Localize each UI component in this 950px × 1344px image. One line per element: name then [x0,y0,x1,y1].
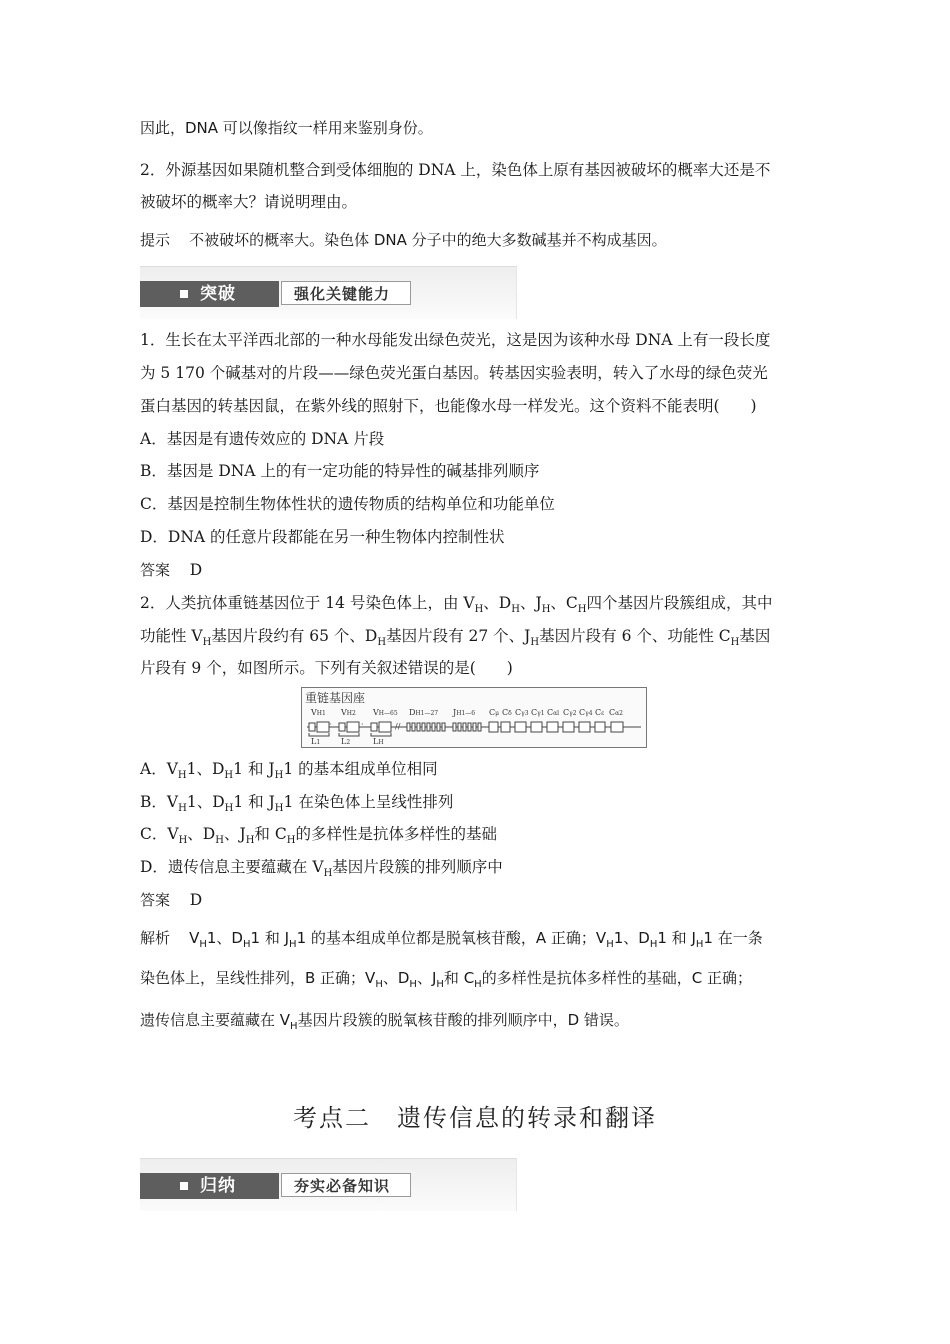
label-c-g2: Cγ2 [563,708,577,717]
problem-2-answer [140,889,202,911]
square-bullet-icon [180,290,188,298]
problem-2-option-d: D．遗传信息主要蕴藏在 $V_H$基因片段簇的排列顺序中 [140,858,503,879]
problem-1-option-d: D．DNA 的任意片段都能在另一种生物体内控制性状 [140,528,505,546]
label-c-mu: Cμ [489,708,500,717]
banner-right-label: 夯实必备知识 [281,1173,411,1197]
banner-left-label: 突破 [200,284,236,304]
label-c-a1: Cαl [547,708,560,717]
problem-1-option-c: C．基因是控制生物体性状的遗传物质的结构单位和功能单位 [140,495,555,513]
question-2-line-1: 2．外源基因如果随机整合到受体细胞的 DNA 上，染色体上原有基因被破坏的概率大还是不 [140,161,771,179]
label-l2: L2 [341,737,351,746]
problem-1-option-b: B．基因是 DNA 上的有一定功能的特异性的碱基排列顺序 [140,462,540,480]
label-c-delta: Cδ [502,708,512,717]
hint-label: 提示 [140,231,171,249]
banner-dark-tab [140,281,279,307]
analysis-line-2: 染色体上，呈线性排列，B 正确；$V_H$、$D_H$、$J_H$和 $C_H$的多样性是抗体多样性的基础，C 正确； [140,969,752,990]
svg-text:·: · [329,720,332,729]
analysis-label: 解析 [140,929,171,947]
answer-value: D [189,891,203,909]
problem-2-line-3: 片段有 9 个，如图所示。下列有关叙述错误的是( ) [140,659,513,677]
hint-line [140,229,667,251]
banner-dark-tab [140,1173,279,1199]
label-dh: DH1—27 [409,708,439,717]
label-c-g1: Cγ1 [531,708,545,717]
hint-text: 不被破坏的概率大。染色体 DNA 分子中的绝大多数碱基并不构成基因。 [189,231,667,249]
problem-1-line-1: 1．生长在太平洋西北部的一种水母能发出绿色荧光，这是因为该种水母 DNA 上有一段长度 [140,331,771,349]
problem-2-option-b: B．$V_H1$、$D_H1$ 和 $J_H1$ 在染色体上呈线性排列 [140,793,454,814]
label-c-g3: Cγ3 [515,708,529,717]
square-bullet-icon [180,1182,188,1190]
svg-text://: // [395,722,401,731]
figure-title: 重链基因座 [305,691,366,705]
label-c-a2: Cα2 [609,708,623,717]
label-vh1: VH1 [311,708,326,717]
label-c-e: Cε [595,708,605,717]
problem-1-option-a: A．基因是有遗传效应的 DNA 片段 [140,430,385,448]
label-jh: JH1—6 [453,708,476,717]
svg-text:·: · [361,720,364,729]
section-heading: 考点二 遗传信息的转录和翻译 [293,1104,657,1132]
section-banner-summary [140,1158,517,1211]
label-c-g4: Cγ4 [579,708,593,717]
problem-1-line-3: 蛋白基因的转基因鼠，在紫外线的照射下，也能像水母一样发光。这个资料不能表明( ) [140,397,757,415]
problem-1-line-2: 为 5 170 个碱基对的片段——绿色荧光蛋白基因。转基因实验表明，转入了水母的绿色荧光 [140,364,768,382]
analysis-line-1: 解析 $V_H1$、$D_H1$ 和 $J_H1$ 的基本组成单位都是脱氧核苷酸，A 正确；$V_H1$、$D_H1$ 和 $J_H1$ 在一条 [140,929,763,950]
banner-right-label: 强化关键能力 [281,281,411,305]
label-vh65: VH—65 [373,708,398,717]
problem-2-line-1: 2．人类抗体重链基因位于 14 号染色体上，由 $V_H$、$D_H$、$J_H$、$C_H$四个基因片段簇组成，其中 [140,594,773,615]
problem-2-option-a: A．$V_H1$、$D_H1$ 和 $J_H1$ 的基本组成单位相同 [140,760,438,781]
label-vh2: VH2 [341,708,356,717]
problem-1-answer [140,559,202,581]
section-banner-breakthrough [140,266,517,319]
problem-2-option-c: C．$V_H$、$D_H$、$J_H$和 $C_H$的多样性是抗体多样性的基础 [140,825,497,846]
label-l1: L1 [311,737,321,746]
answer-value: D [189,561,203,579]
label-lh: LH [373,737,384,746]
problem-2-line-2: 功能性 $V_H$基因片段约有 65 个、$D_H$基因片段有 27 个、$J_H$基因片段有 6 个、功能性 $C_H$基因 [140,627,771,648]
heavy-chain-locus-figure [301,687,647,748]
banner-left-label: 归纳 [200,1176,236,1196]
question-2-line-2: 被破坏的概率大？请说明理由。 [140,193,358,211]
analysis-line-3: 遗传信息主要蕴藏在 $V_H$基因片段簇的脱氧核苷酸的排列顺序中，D 错误。 [140,1011,629,1032]
answer-label: 答案 [140,891,171,909]
v-segments [309,722,391,732]
conclusion-text: 因此，DNA 可以像指纹一样用来鉴别身份。 [140,119,433,137]
answer-label: 答案 [140,561,171,579]
c-segments [489,722,623,732]
